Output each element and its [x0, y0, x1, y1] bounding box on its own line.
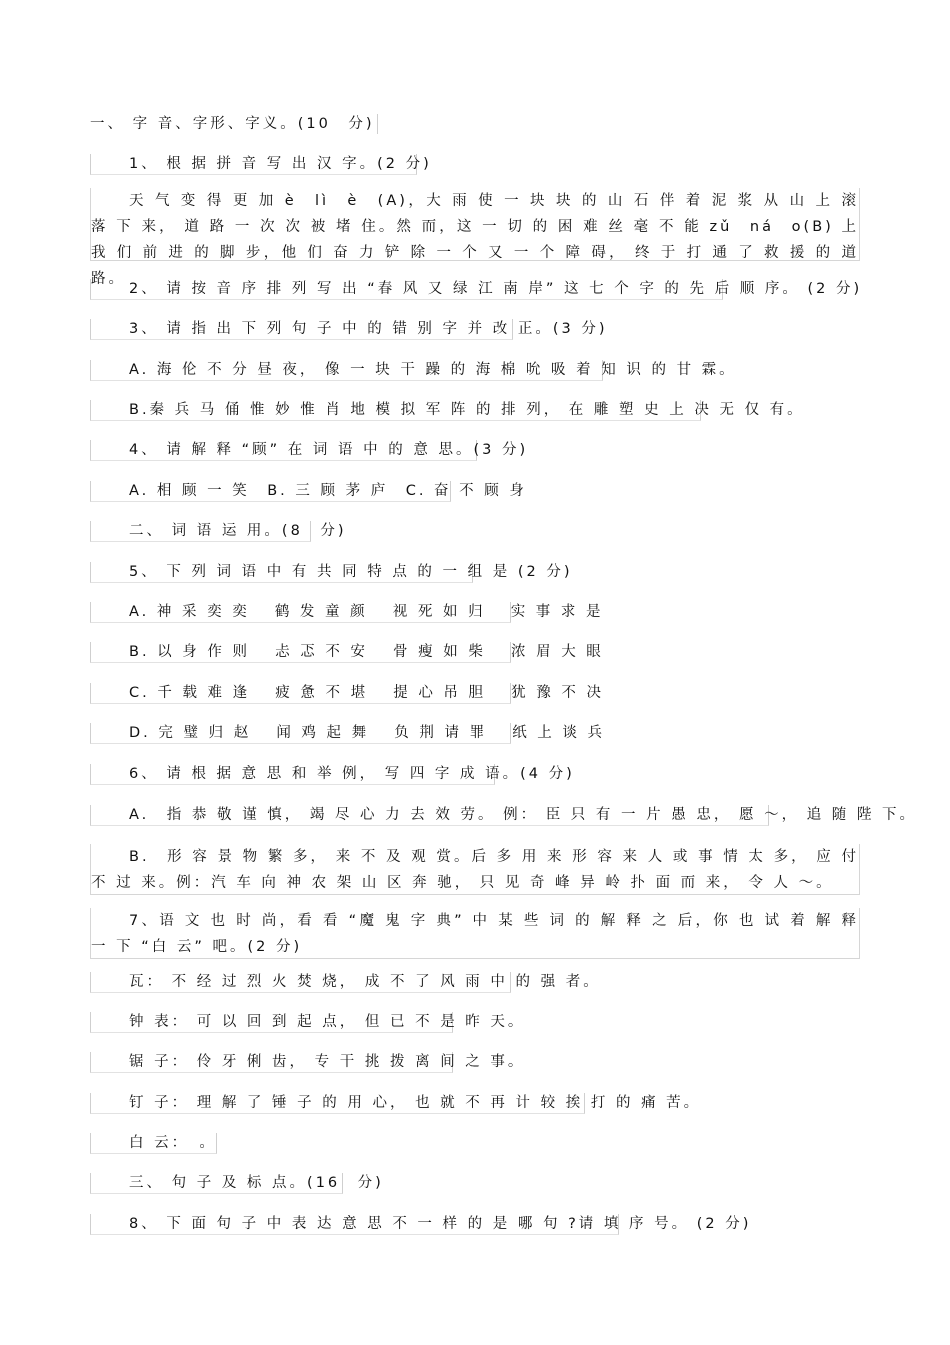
question-7-example-wa: 瓦： 不 经 过 烈 火 焚 烧， 成 不 了 风 雨 中 的 强 者。 — [90, 972, 511, 993]
section-2-heading: 二、 词 语 运 用。(8 分) — [90, 521, 311, 542]
question-4-options: A. 相 顾 一 笑 B. 三 顾 茅 庐 C. 奋 不 顾 身 — [90, 481, 451, 502]
section-1-heading: 一、 字 音、字形、字义。(10 分) — [90, 114, 378, 134]
question-3: 3、 请 指 出 下 列 句 子 中 的 错 别 字 并 改 正。(3 分) — [90, 319, 513, 340]
question-7-example-nail: 钉 子： 理 解 了 锤 子 的 用 心， 也 就 不 再 计 较 挨 打 的 痛 苦。 — [90, 1093, 585, 1114]
question-1: 1、 根 据 拼 音 写 出 汉 字。(2 分) — [90, 154, 417, 175]
question-7-answer-baiyun: 白 云： 。 — [90, 1133, 217, 1154]
question-8: 8、 下 面 句 子 中 表 达 意 思 不 一 样 的 是 哪 句 ?请 填 序 号。 (2 分) — [90, 1214, 619, 1235]
question-5-option-d: D. 完 璧 归 赵 闻 鸡 起 舞 负 荆 请 罪 纸 上 谈 兵 — [90, 723, 511, 744]
question-6-option-b: B. 形 容 景 物 繁 多， 来 不 及 观 赏。后 多 用 来 形 容 来 人 或 事 情 太 多， 应 付 不 过 来。例：汽 车 向 神 农 架 山 区 奔 驰， 只 见 奇 峰 异 岭 扑 面 而 来， 令 人 ～。 — [90, 844, 860, 895]
question-5-option-c: C. 千 载 难 逢 疲 惫 不 堪 提 心 吊 胆 犹 豫 不 决 — [90, 683, 511, 704]
section-3-heading: 三、 句 子 及 标 点。(16 分) — [90, 1173, 343, 1194]
question-4: 4、 请 解 释 “顾” 在 词 语 中 的 意 思。(3 分) — [90, 440, 477, 461]
question-7-example-saw: 锯 子： 伶 牙 俐 齿， 专 干 挑 拨 离 间 之 事。 — [90, 1052, 453, 1073]
question-5-option-a: A. 神 采 奕 奕 鹤 发 童 颜 视 死 如 归 实 事 求 是 — [90, 602, 511, 623]
question-6-option-a: A. 指 恭 敬 谨 慎， 竭 尽 心 力 去 效 劳。 例： 臣 只 有 一 片 愚 忠， 愿 ～， 追 随 陛 下。 — [90, 805, 769, 826]
question-5-option-b: B. 以 身 作 则 忐 忑 不 安 骨 瘦 如 柴 浓 眉 大 眼 — [90, 642, 511, 663]
question-5: 5、 下 列 词 语 中 有 共 同 特 点 的 一 组 是 (2 分) — [90, 562, 473, 583]
question-7-example-clock: 钟 表： 可 以 回 到 起 点， 但 已 不 是 昨 天。 — [90, 1012, 453, 1033]
question-7: 7、语 文 也 时 尚，看 看 “魔 鬼 字 典” 中 某 些 词 的 解 释 之 后，你 也 试 着 解 释 一 下 “白 云” 吧。(2 分) — [90, 908, 860, 959]
question-3-option-a: A. 海 伦 不 分 昼 夜， 像 一 块 干 躁 的 海 棉 吮 吸 着 知 识 的 甘 霖。 — [90, 360, 603, 381]
question-2: 2、 请 按 音 序 排 列 写 出 “春 风 又 绿 江 南 岸” 这 七 个 字 的 先 后 顺 序。 (2 分) — [90, 279, 723, 300]
question-3-option-b: B.秦 兵 马 俑 惟 妙 惟 肖 地 模 拟 军 阵 的 排 列， 在 雕 塑 史 上 决 无 仅 有。 — [90, 400, 701, 421]
question-6: 6、 请 根 据 意 思 和 举 例， 写 四 字 成 语。(4 分) — [90, 764, 495, 785]
question-1-passage: 天 气 变 得 更 加 è lì è (A)，大 雨 使 一 块 块 的 山 石 伴 着 泥 浆 从 山 上 滚 落 下 来， 道 路 一 次 次 被 堵 住。然 而，这 一 切 的 困 难 丝 毫 不 能 zǔ ná o(B) 上我 们 前 进 的 脚 步，他 们 奋 力 铲 除 一 个 又 一 个 障 碍， 终 于 打 通 了 救 援 的 道 路。 — [90, 188, 860, 261]
